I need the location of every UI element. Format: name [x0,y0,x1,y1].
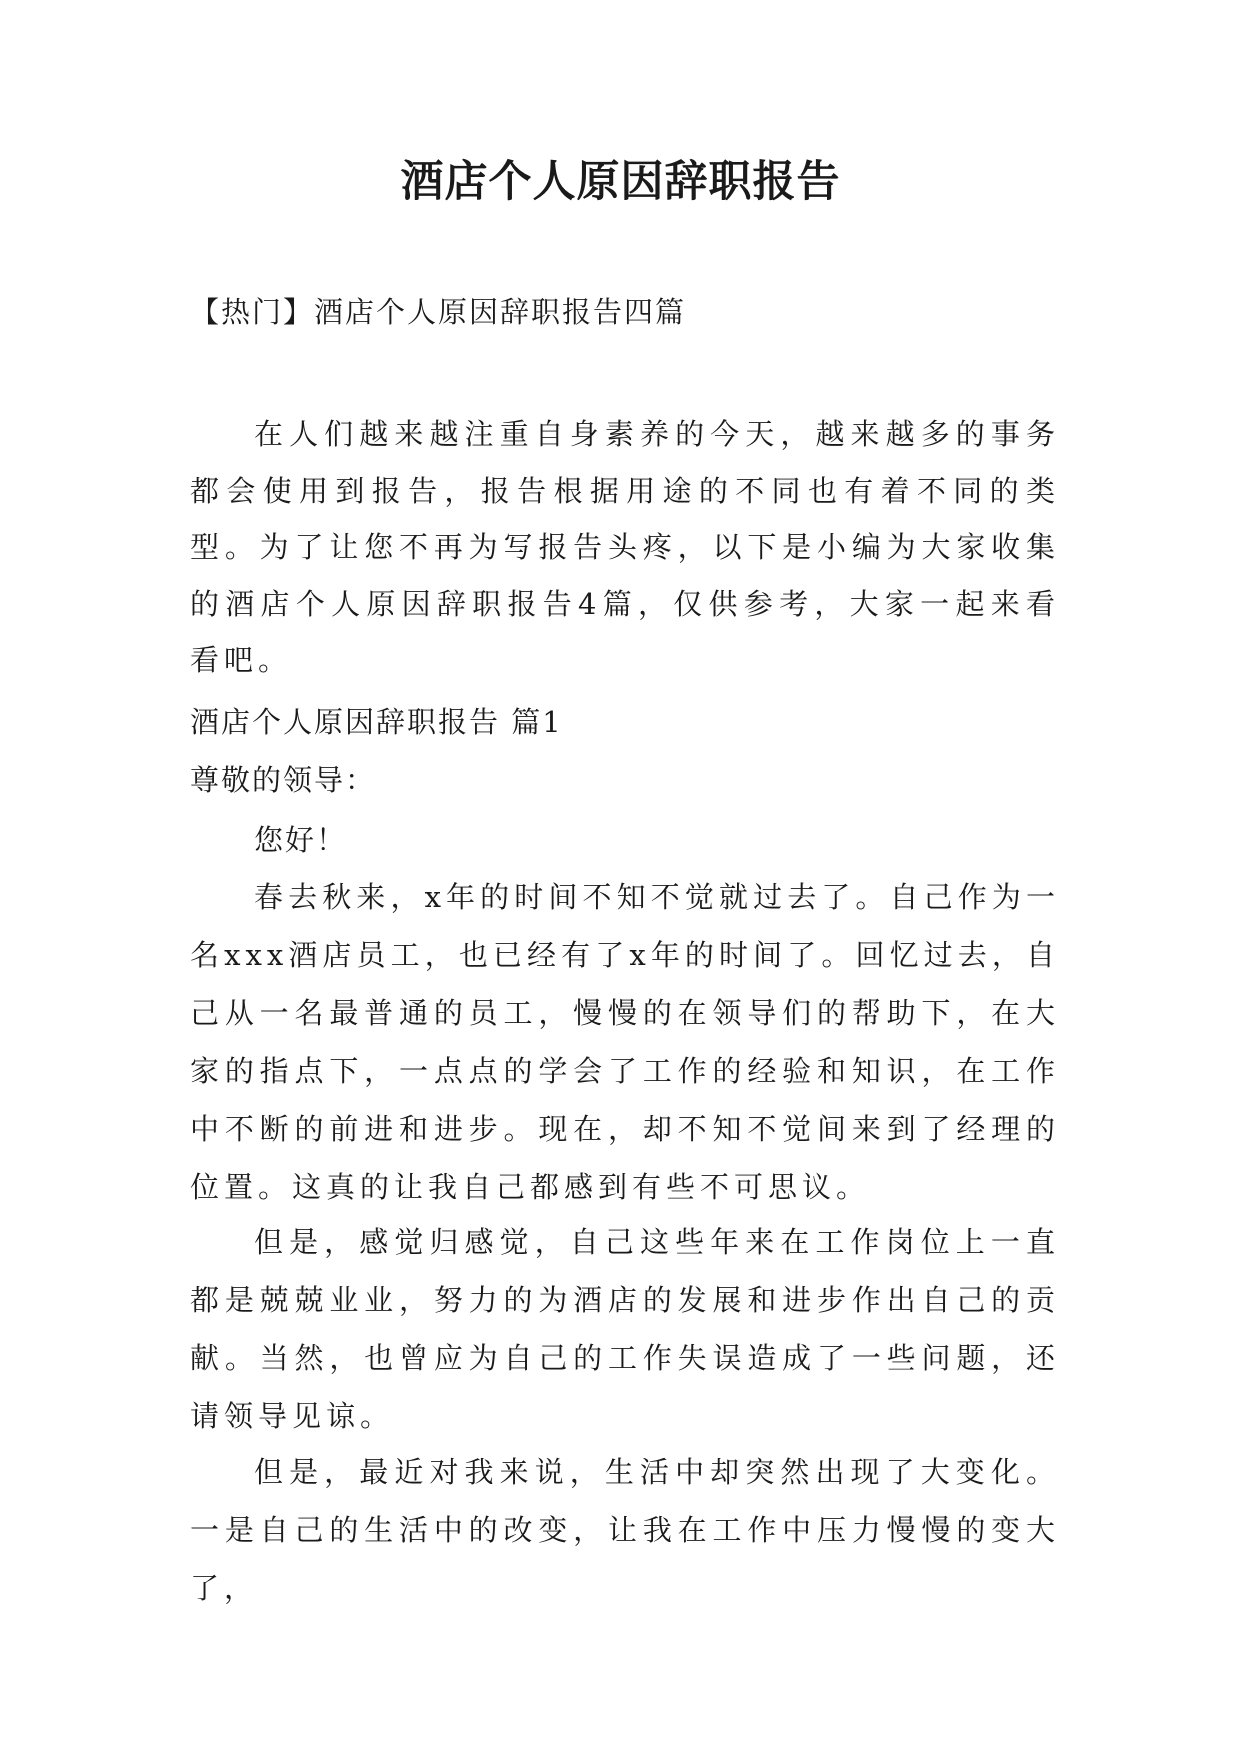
section-heading: 酒店个人原因辞职报告 篇1 [190,705,563,739]
body-paragraph: 但是，最近对我来说，生活中却突然出现了大变化。一是自己的生活中的改变，让我在工作中压力慢慢的变大了， [190,1455,1060,1605]
body-paragraph: 但是，感觉归感觉，自己这些年来在工作岗位上一直都是兢兢业业，努力的为酒店的发展和进步作出自己的贡献。当然，也曾应为自己的工作失误造成了一些问题，还请领导见谅。 [190,1225,1060,1433]
intro-paragraph: 在人们越来越注重自身素养的今天，越来越多的事务都会使用到报告，报告根据用途的不同也有着不同的类型。为了让您不再为写报告头疼，以下是小编为大家收集的酒店个人原因辞职报告4篇，仅供参考，大家一起来看看吧。 [190,417,1060,677]
letter-greeting: 您好！ [254,823,348,857]
letter-salutation: 尊敬的领导： [190,763,377,797]
document-subtitle: 【热门】酒店个人原因辞职报告四篇 [190,295,687,329]
document-title: 酒店个人原因辞职报告 [400,157,841,207]
body-paragraph: 春去秋来，x年的时间不知不觉就过去了。自己作为一名xxx酒店员工，也已经有了x年的时间了。回忆过去，自己从一名最普通的员工，慢慢的在领导们的帮助下，在大家的指点下，一点点的学会了工作的经验和知识，在工作中不断的前进和进步。现在，却不知不觉间来到了经理的位置。这真的让我自己都感到有些不可思议。 [190,880,1060,1204]
